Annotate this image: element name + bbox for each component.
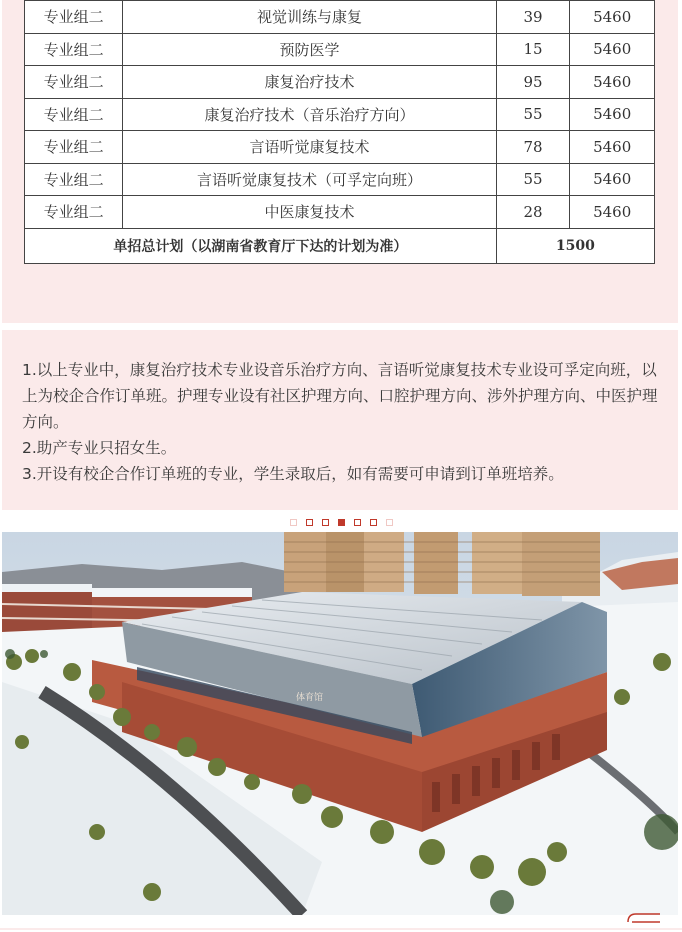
major-cell: 视觉训练与康复: [123, 1, 496, 34]
fee-cell: 5460: [570, 66, 655, 99]
fee-cell: 5460: [570, 98, 655, 131]
bottom-strip: [0, 928, 682, 930]
enrollment-plan-table: [24, 0, 655, 264]
fee-cell: 5460: [570, 131, 655, 164]
carousel-dot[interactable]: [370, 519, 377, 526]
total-value: 1500: [496, 228, 654, 263]
notes-panel: [2, 330, 678, 510]
fee-cell: 5460: [570, 196, 655, 229]
carousel-dot[interactable]: [290, 519, 297, 526]
group-cell: 专业组二: [25, 163, 123, 196]
count-cell: 55: [496, 163, 570, 196]
carousel-dot[interactable]: [386, 519, 393, 526]
group-cell: 专业组二: [25, 131, 123, 164]
table-row: [25, 131, 655, 164]
major-cell: 中医康复技术: [123, 196, 496, 229]
carousel-dot[interactable]: [338, 519, 345, 526]
carousel-dot[interactable]: [306, 519, 313, 526]
total-label: 单招总计划（以湖南省教育厅下达的计划为准）: [25, 228, 497, 263]
gymnasium-sign: 体育馆: [296, 693, 324, 703]
fee-cell: 5460: [570, 33, 655, 66]
major-cell: 言语听觉康复技术: [123, 131, 496, 164]
section-divider: [0, 323, 682, 330]
carousel-dot[interactable]: [354, 519, 361, 526]
note-1: 1.以上专业中，康复治疗技术专业设音乐治疗方向、言语听觉康复技术专业设可孚定向班，以上为校企合作订单班。护理专业设有社区护理方向、口腔护理方向、涉外护理方向、中医护理方向。: [22, 361, 658, 431]
group-cell: 专业组二: [25, 98, 123, 131]
count-cell: 55: [496, 98, 570, 131]
table-row: [25, 196, 655, 229]
group-cell: 专业组二: [25, 1, 123, 34]
carousel-indicator[interactable]: [0, 512, 682, 532]
count-cell: 78: [496, 131, 570, 164]
corner-decoration-icon: [626, 912, 662, 924]
fee-cell: 5460: [570, 163, 655, 196]
carousel-dot[interactable]: [322, 519, 329, 526]
note-2: 2.助产专业只招女生。: [22, 439, 177, 457]
note-3: 3.开设有校企合作订单班的专业，学生录取后，如有需要可申请到订单班培养。: [22, 465, 564, 483]
major-cell: 康复治疗技术（音乐治疗方向）: [123, 98, 496, 131]
table-row: [25, 163, 655, 196]
count-cell: 39: [496, 1, 570, 34]
table-row: [25, 33, 655, 66]
major-cell: 言语听觉康复技术（可孚定向班）: [123, 163, 496, 196]
table-row: [25, 1, 655, 34]
total-row: [25, 228, 655, 263]
table-row: [25, 66, 655, 99]
count-cell: 15: [496, 33, 570, 66]
count-cell: 95: [496, 66, 570, 99]
group-cell: 专业组二: [25, 66, 123, 99]
major-cell: 预防医学: [123, 33, 496, 66]
table-row: [25, 98, 655, 131]
group-cell: 专业组二: [25, 196, 123, 229]
campus-gymnasium-photo: [2, 532, 678, 915]
fee-cell: 5460: [570, 1, 655, 34]
group-cell: 专业组二: [25, 33, 123, 66]
major-cell: 康复治疗技术: [123, 66, 496, 99]
count-cell: 28: [496, 196, 570, 229]
